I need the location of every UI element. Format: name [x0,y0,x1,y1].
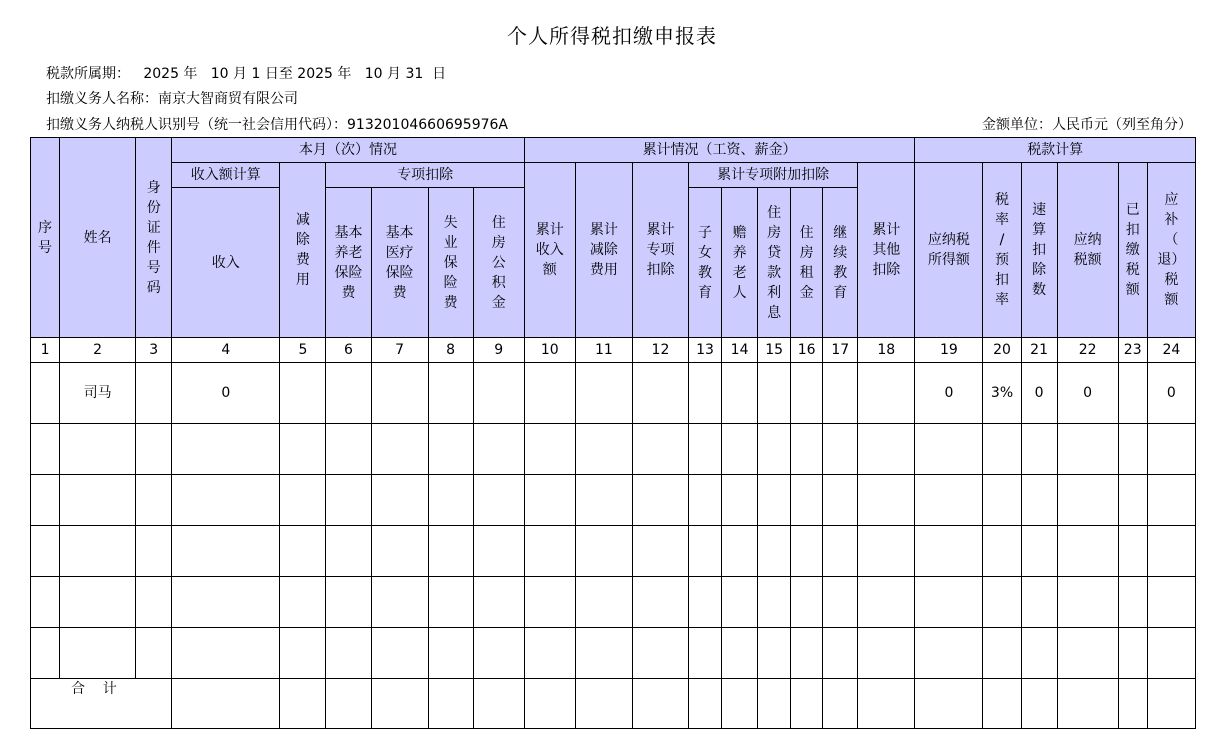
cell[interactable] [983,424,1021,475]
header-medical: 基本 医疗 保险 费 [371,188,428,338]
cell[interactable] [1147,424,1195,475]
cell[interactable] [31,424,60,475]
cell[interactable] [858,475,915,526]
header-special-deductions: 专项扣除 [326,163,524,188]
cell[interactable] [983,679,1021,729]
table-row [31,577,1196,628]
cell[interactable] [371,679,428,729]
cell[interactable] [524,628,575,679]
cell[interactable] [280,679,326,729]
cell[interactable] [326,526,371,577]
cell[interactable] [632,628,688,679]
tax-period: 税款所属期： 2025 年 10 月 1 日至 2025 年 10 月 31 日 [46,66,447,82]
form-title: 个人所得税扣缴申报表 [507,24,717,48]
cell[interactable] [689,424,722,475]
cell[interactable] [172,577,280,628]
colnum: 18 [858,338,915,363]
header-cum-income: 累计 收入 额 [524,163,575,338]
table-row [31,363,1196,424]
cell[interactable] [915,628,983,679]
header-pension: 基本 养老 保险 费 [326,188,371,338]
cell[interactable] [280,577,326,628]
header-children-edu: 子 女 教 育 [689,188,722,338]
cell[interactable] [136,424,172,475]
cell[interactable] [722,679,758,729]
cell[interactable] [689,679,722,729]
cell-tax-payable[interactable]: 0 [1057,363,1118,424]
cell[interactable] [428,628,473,679]
cell[interactable] [823,526,858,577]
cell[interactable] [136,526,172,577]
cell-seq[interactable] [31,363,60,424]
colnum: 13 [689,338,722,363]
header-group-cumulative: 累计情况（工资、薪金） [524,138,915,163]
cell[interactable] [31,628,60,679]
cell[interactable] [758,526,791,577]
cell[interactable] [326,577,371,628]
cell[interactable] [136,475,172,526]
cell[interactable] [172,424,280,475]
cell[interactable] [428,526,473,577]
cell[interactable] [1057,628,1118,679]
cell[interactable] [172,526,280,577]
cell[interactable] [1021,628,1057,679]
cell[interactable] [758,577,791,628]
colnum: 16 [791,338,823,363]
cell[interactable] [280,475,326,526]
header-tax-payable: 应纳 税额 [1057,163,1118,338]
header-cum-deduct-fee: 累计 减除 费用 [575,163,632,338]
cell[interactable] [823,628,858,679]
cell[interactable] [280,628,326,679]
cell[interactable] [1057,475,1118,526]
cell[interactable] [722,628,758,679]
cell[interactable] [722,475,758,526]
header-id-code: 身 份 证 件 号 码 [136,138,172,338]
cell[interactable] [791,424,823,475]
cell[interactable] [983,475,1021,526]
cell[interactable] [915,475,983,526]
cell-refund[interactable]: 0 [1147,363,1195,424]
cell-withheld[interactable] [1118,363,1147,424]
cell[interactable] [371,526,428,577]
cell[interactable] [722,577,758,628]
header-income-calc: 收入额计算 [172,163,280,188]
colnum: 7 [371,338,428,363]
cell[interactable] [632,475,688,526]
header-rent: 住 房 租 金 [791,188,823,338]
cell[interactable] [915,526,983,577]
header-group-month: 本月（次）情况 [172,138,525,163]
colnum: 24 [1147,338,1195,363]
colnum: 20 [983,338,1021,363]
table-row [31,628,1196,679]
cell[interactable] [136,628,172,679]
colnum: 21 [1021,338,1057,363]
header-continuing-edu: 继 续 教 育 [823,188,858,338]
cell[interactable] [632,424,688,475]
cell[interactable] [60,424,136,475]
cell[interactable] [172,679,280,729]
header-cum-special: 累计 专项 扣除 [632,163,688,338]
header-rate: 税 率 / 预 扣 率 [983,163,1021,338]
cell[interactable] [31,475,60,526]
cell[interactable] [575,577,632,628]
cell[interactable] [60,628,136,679]
colnum: 22 [1057,338,1118,363]
currency-unit: 金额单位：人民币元（列至角分） [982,117,1192,133]
table-row [31,475,1196,526]
cell[interactable] [791,628,823,679]
cell[interactable] [791,577,823,628]
cell[interactable] [1118,424,1147,475]
cell[interactable] [31,526,60,577]
cell[interactable] [1118,475,1147,526]
cell[interactable] [1021,475,1057,526]
colnum: 14 [722,338,758,363]
cell[interactable] [60,526,136,577]
cell[interactable] [858,628,915,679]
colnum: 3 [136,338,172,363]
header-mortgage: 住 房 贷 款 利 息 [758,188,791,338]
cell[interactable] [758,363,791,424]
cell[interactable] [524,475,575,526]
colnum: 15 [758,338,791,363]
cell[interactable] [1118,628,1147,679]
agent-name: 扣缴义务人名称：南京大智商贸有限公司 [46,91,298,107]
cell[interactable] [689,363,722,424]
cell[interactable] [136,577,172,628]
colnum: 8 [428,338,473,363]
cell[interactable] [326,363,371,424]
cell[interactable] [1147,577,1195,628]
cell[interactable] [915,577,983,628]
cell[interactable] [689,526,722,577]
cell[interactable] [326,628,371,679]
cell[interactable] [371,363,428,424]
cell[interactable] [60,475,136,526]
cell[interactable] [1021,526,1057,577]
cell[interactable] [858,424,915,475]
cell[interactable] [983,577,1021,628]
header-cum-other: 累计 其他 扣除 [858,163,915,338]
cell[interactable] [575,475,632,526]
cell[interactable] [473,363,524,424]
cell[interactable] [371,475,428,526]
cell[interactable] [172,475,280,526]
cell[interactable] [758,628,791,679]
cell[interactable] [172,628,280,679]
cell[interactable] [473,424,524,475]
cell[interactable] [791,363,823,424]
colnum: 4 [172,338,280,363]
cell[interactable] [823,475,858,526]
cell[interactable] [858,526,915,577]
cell[interactable] [575,526,632,577]
cell[interactable] [823,363,858,424]
cell-quick-deduction[interactable]: 0 [1021,363,1057,424]
cell[interactable] [632,577,688,628]
cell[interactable] [858,577,915,628]
header-cum-additional: 累计专项附加扣除 [689,163,858,188]
cell[interactable] [632,526,688,577]
cell[interactable] [1021,679,1057,729]
cell[interactable] [428,577,473,628]
colnum: 1 [31,338,60,363]
header-name: 姓名 [60,138,136,338]
cell[interactable] [722,424,758,475]
cell[interactable] [428,679,473,729]
cell[interactable] [575,424,632,475]
header-income: 收入 [172,188,280,338]
cell[interactable] [428,424,473,475]
cell[interactable] [1147,628,1195,679]
cell[interactable] [858,363,915,424]
header-withheld: 已 扣 缴 税 额 [1118,163,1147,338]
cell[interactable] [689,628,722,679]
cell[interactable] [722,363,758,424]
cell[interactable] [791,679,823,729]
cell[interactable] [1057,577,1118,628]
cell-rate[interactable]: 3% [983,363,1021,424]
header-deduct-fee: 减 除 费 用 [280,163,326,338]
cell[interactable] [524,577,575,628]
cell[interactable] [326,475,371,526]
cell[interactable] [823,577,858,628]
cell[interactable] [1118,679,1147,729]
cell[interactable] [473,475,524,526]
cell[interactable] [1021,424,1057,475]
table-row [31,424,1196,475]
cell-income[interactable]: 0 [172,363,280,424]
header-elderly: 赡 养 老 人 [722,188,758,338]
cell[interactable] [758,475,791,526]
colnum: 6 [326,338,371,363]
cell[interactable] [371,577,428,628]
colnum: 12 [632,338,688,363]
colnum: 10 [524,338,575,363]
cell[interactable] [428,363,473,424]
cell[interactable] [1021,577,1057,628]
cell[interactable] [371,628,428,679]
cell[interactable] [473,526,524,577]
header-seq: 序 号 [31,138,60,338]
cell[interactable] [1147,526,1195,577]
agent-tax-id: 扣缴义务人纳税人识别号（统一社会信用代码）：91320104660695976A [46,117,508,133]
colnum: 5 [280,338,326,363]
cell[interactable] [1118,526,1147,577]
cell[interactable] [473,679,524,729]
cell[interactable] [823,424,858,475]
cell[interactable] [280,424,326,475]
colnum: 19 [915,338,983,363]
cell[interactable] [524,363,575,424]
cell[interactable] [1057,526,1118,577]
colnum: 23 [1118,338,1147,363]
total-row [31,679,1196,729]
cell[interactable] [858,679,915,729]
cell[interactable] [1057,679,1118,729]
total-label: 合 计 [31,679,172,729]
cell[interactable] [575,628,632,679]
colnum: 17 [823,338,858,363]
cell[interactable] [632,679,688,729]
tax-declaration-table [30,137,1196,729]
cell[interactable] [1118,577,1147,628]
cell[interactable] [1147,475,1195,526]
cell[interactable] [823,679,858,729]
cell-taxable-income[interactable]: 0 [915,363,983,424]
cell[interactable] [983,628,1021,679]
colnum: 2 [60,338,136,363]
cell[interactable] [326,424,371,475]
cell[interactable] [524,526,575,577]
header-quick-deduction: 速 算 扣 除 数 [1021,163,1057,338]
cell[interactable] [524,679,575,729]
header-unemployment: 失 业 保 险 费 [428,188,473,338]
cell[interactable] [280,526,326,577]
cell[interactable] [31,577,60,628]
cell[interactable] [280,363,326,424]
cell[interactable] [524,424,575,475]
header-refund: 应 补 （ 退） 税 额 [1147,163,1195,338]
cell[interactable] [689,475,722,526]
cell[interactable] [791,475,823,526]
cell-id-code[interactable] [136,363,172,424]
cell[interactable] [326,679,371,729]
cell[interactable] [689,577,722,628]
cell[interactable] [575,363,632,424]
cell[interactable] [428,475,473,526]
header-group-tax: 税款计算 [915,138,1196,163]
header-housing-fund: 住 房 公 积 金 [473,188,524,338]
cell[interactable] [473,628,524,679]
cell[interactable] [575,679,632,729]
cell[interactable] [632,363,688,424]
cell[interactable] [371,424,428,475]
colnum: 9 [473,338,524,363]
cell[interactable] [1147,679,1195,729]
cell[interactable] [915,424,983,475]
cell-name[interactable]: 司马 [60,363,136,424]
cell[interactable] [758,424,791,475]
cell[interactable] [722,526,758,577]
cell[interactable] [473,577,524,628]
cell[interactable] [758,679,791,729]
colnum: 11 [575,338,632,363]
cell[interactable] [915,679,983,729]
cell[interactable] [791,526,823,577]
header-taxable-income: 应纳税 所得额 [915,163,983,338]
cell[interactable] [60,577,136,628]
cell[interactable] [983,526,1021,577]
cell[interactable] [1057,424,1118,475]
table-row [31,526,1196,577]
